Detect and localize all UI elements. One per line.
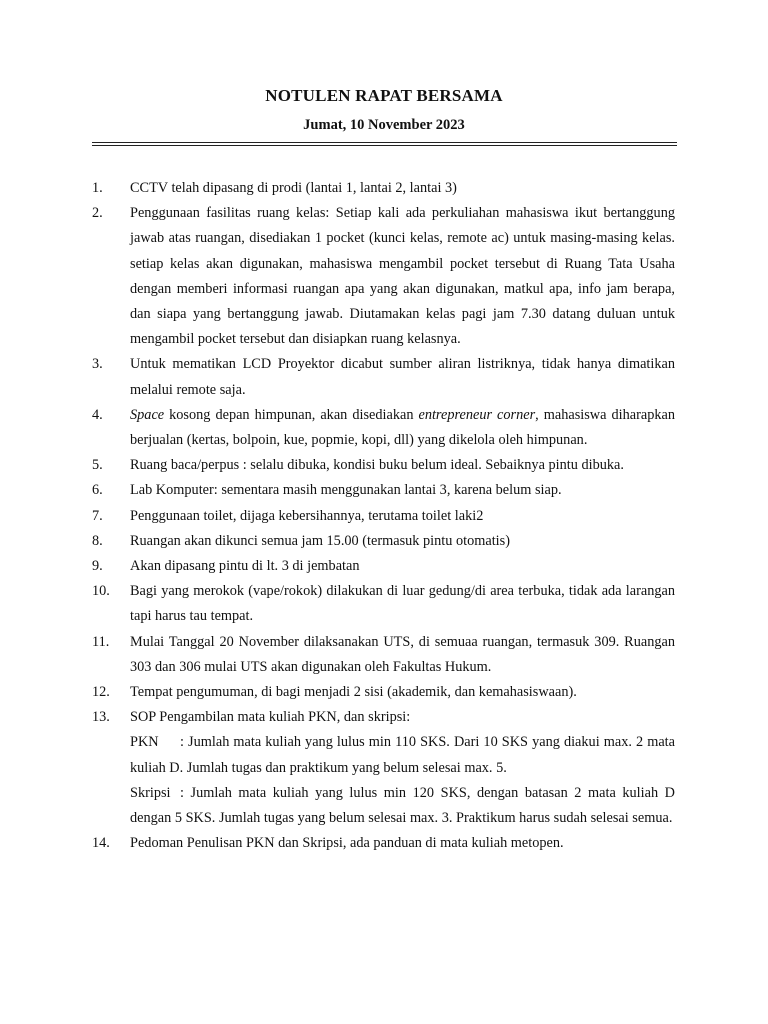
item-number: 2. xyxy=(92,205,103,222)
item-text: SOP Pengambilan mata kuliah PKN, dan skripsi: xyxy=(130,709,411,726)
item-number: 12. xyxy=(92,684,110,701)
list-item xyxy=(92,831,675,856)
list-item xyxy=(92,680,675,705)
item-text: Tempat pengumuman, di bagi menjadi 2 sisi (akademik, dan kemahasiswaan). xyxy=(130,684,577,701)
list-item xyxy=(92,403,675,453)
item-text: CCTV telah dipasang di prodi (lantai 1, lantai 2, lantai 3) xyxy=(130,180,457,196)
item-text: Mulai Tanggal 20 November dilaksanakan UTS, di semuaa ruangan, termasuk 309. Ruangan 303 dan 306 mulai UTS akan digunakan oleh Fakultas Hukum. xyxy=(130,633,675,675)
item-text-part: kosong depan himpunan, akan disediakan xyxy=(164,406,419,423)
sub-item-label: PKN xyxy=(130,734,159,751)
list-item xyxy=(92,478,675,503)
header-divider-thick xyxy=(92,145,677,146)
item-text: Bagi yang merokok (vape/rokok) dilakukan di luar gedung/di area terbuka, tidak ada larangan tapi harus tau tempat. xyxy=(130,583,675,625)
item-text: Penggunaan toilet, dijaga kebersihannya, terutama toilet laki2 xyxy=(130,507,484,524)
page-title: NOTULEN RAPAT BERSAMA xyxy=(265,86,503,105)
list-item xyxy=(92,201,675,352)
item-number: 10. xyxy=(92,583,110,600)
item-number: 8. xyxy=(92,532,103,549)
item-text: Pedoman Penulisan PKN dan Skripsi, ada panduan di mata kuliah metopen. xyxy=(130,835,564,852)
item-number: 14. xyxy=(92,835,110,852)
item-number: 9. xyxy=(92,558,103,575)
item-number: 7. xyxy=(92,507,103,524)
item-number: 11. xyxy=(92,633,110,650)
item-text: Ruang baca/perpus : selalu dibuka, kondisi buku belum ideal. Sebaiknya pintu dibuka. xyxy=(130,457,624,474)
item-text xyxy=(130,403,675,453)
sub-item-text: : Jumlah mata kuliah yang lulus min 120 SKS, dengan batasan 2 mata kuliah D dengan 5 SKS. Jumlah tugas yang belum selesai max. 3. Praktikum harus sudah selesai semua. xyxy=(130,784,675,827)
item-number: 6. xyxy=(92,482,103,499)
item-text: Penggunaan fasilitas ruang kelas: Setiap kali ada perkuliahan mahasiswa ikut bertanggung jawab atas ruangan, disediakan 1 pocket (kunci kelas, remote ac) untuk masing-masing kelas. setiap kelas akan digunakan, mahasiswa mengambil pocket tersebut di Ruang Tata Usaha dengan memberi informasi ruangan apa yang akan digunakan, matkul apa, info jam berapa, dan siapa yang bertanggung jawab. Diutamakan kelas pagi jam 7.30 datang duluan untuk mengambil pocket tersebut dan disiapkan ruang kelasnya. xyxy=(130,205,675,348)
minutes-list xyxy=(92,176,675,856)
item-italic-term: Space xyxy=(130,406,165,423)
header-divider-thin xyxy=(92,142,677,143)
item-italic-term: entrepreneur corner xyxy=(418,406,536,423)
list-item xyxy=(92,352,675,402)
item-number: 3. xyxy=(92,356,103,373)
list-item xyxy=(92,453,675,478)
sub-item-skripsi xyxy=(130,781,675,831)
list-item xyxy=(92,529,675,554)
item-text: Lab Komputer: sementara masih menggunakan lantai 3, karena belum siap. xyxy=(130,482,562,499)
list-item xyxy=(92,630,675,680)
list-item xyxy=(92,554,675,579)
item-text: Ruangan akan dikunci semua jam 15.00 (termasuk pintu otomatis) xyxy=(130,532,510,549)
sub-item-label: Skripsi xyxy=(130,784,171,801)
list-item xyxy=(92,176,675,201)
list-item xyxy=(92,579,675,629)
sub-item-pkn xyxy=(130,730,675,780)
list-item xyxy=(92,705,675,831)
item-number: 1. xyxy=(92,180,103,196)
item-text-part: , mahasiswa diharapkan berjualan (kertas, bolpoin, kue, popmie, kopi, dll) yang dikelola oleh himpunan. xyxy=(130,406,675,449)
meeting-date: Jumat, 10 November 2023 xyxy=(303,117,465,133)
item-number: 5. xyxy=(92,457,103,474)
item-text: Untuk mematikan LCD Proyektor dicabut sumber aliran listriknya, tidak hanya dimatikan melalui remote saja. xyxy=(130,356,675,398)
item-number: 4. xyxy=(92,406,103,423)
list-item xyxy=(92,504,675,529)
item-text: Akan dipasang pintu di lt. 3 di jembatan xyxy=(130,558,360,575)
item-number: 13. xyxy=(92,709,110,726)
sub-item-text: : Jumlah mata kuliah yang lulus min 110 SKS. Dari 10 SKS yang diakui max. 2 mata kuliah D. Jumlah tugas dan praktikum yang belum selesai max. 5. xyxy=(130,734,675,776)
